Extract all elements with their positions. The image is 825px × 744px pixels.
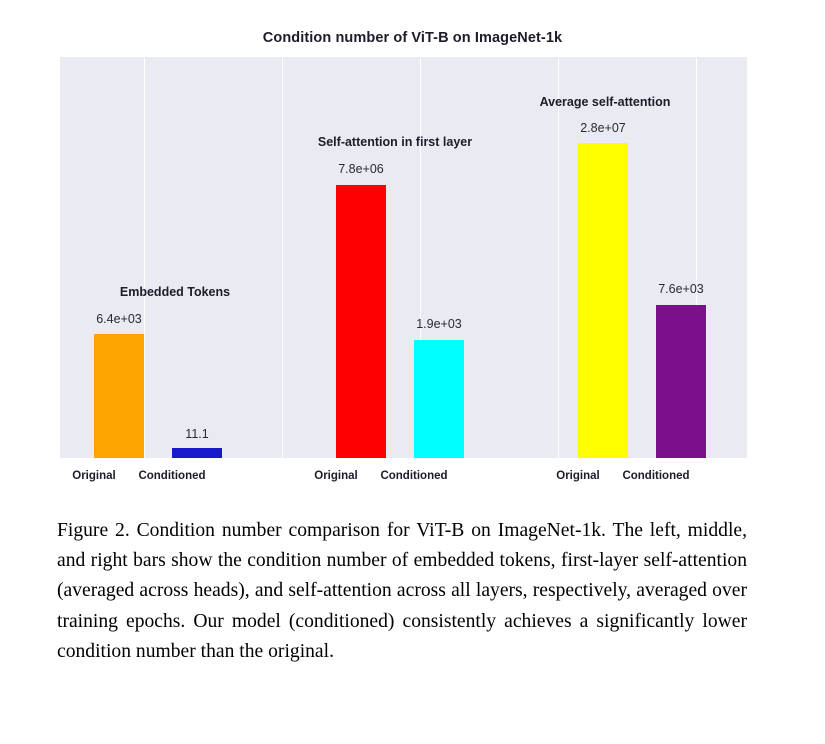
bar-average-conditioned — [656, 305, 706, 458]
bar-embedded-conditioned — [172, 448, 222, 458]
tick-label-average-original: Original — [556, 470, 600, 482]
bar-average-original — [578, 143, 628, 458]
tick-label-embedded-conditioned: Conditioned — [138, 470, 206, 482]
group-label-first-layer-attention: Self-attention in first layer — [317, 135, 473, 149]
bar-value-average-conditioned: 7.6e+03 — [658, 282, 704, 296]
bar-value-firstlayer-original: 7.8e+06 — [338, 162, 384, 176]
tick-label-average-conditioned: Conditioned — [622, 470, 690, 482]
bar-embedded-original — [94, 334, 144, 458]
gridline — [282, 57, 283, 458]
tick-label-firstlayer-original: Original — [314, 470, 358, 482]
bar-value-embedded-original: 6.4e+03 — [96, 312, 142, 326]
group-label-embedded-tokens: Embedded Tokens — [119, 285, 231, 299]
bar-value-average-original: 2.8e+07 — [580, 121, 626, 135]
plot-area — [60, 57, 747, 458]
figure-caption: Figure 2. Condition number comparison for ViT-B on ImageNet-1k. The left, middle, and right bars show the condition number of embedded tokens, first-layer self-attention (averaged across heads), and self-attention across all layers, respectively, averaged over training epochs. Our model (conditioned) consistently achieves a significantly lower condition number than the original. — [57, 520, 747, 662]
bar-firstlayer-conditioned — [414, 340, 464, 458]
bar-value-embedded-conditioned: 11.1 — [185, 427, 209, 441]
bar-firstlayer-original — [336, 185, 386, 458]
tick-label-embedded-original: Original — [72, 470, 116, 482]
bar-value-firstlayer-conditioned: 1.9e+03 — [416, 317, 462, 331]
gridline — [144, 57, 145, 458]
tick-label-firstlayer-conditioned: Conditioned — [380, 470, 448, 482]
gridline — [558, 57, 559, 458]
chart-title: Condition number of ViT-B on ImageNet-1k — [262, 30, 563, 46]
group-label-average-attention: Average self-attention — [539, 95, 671, 109]
